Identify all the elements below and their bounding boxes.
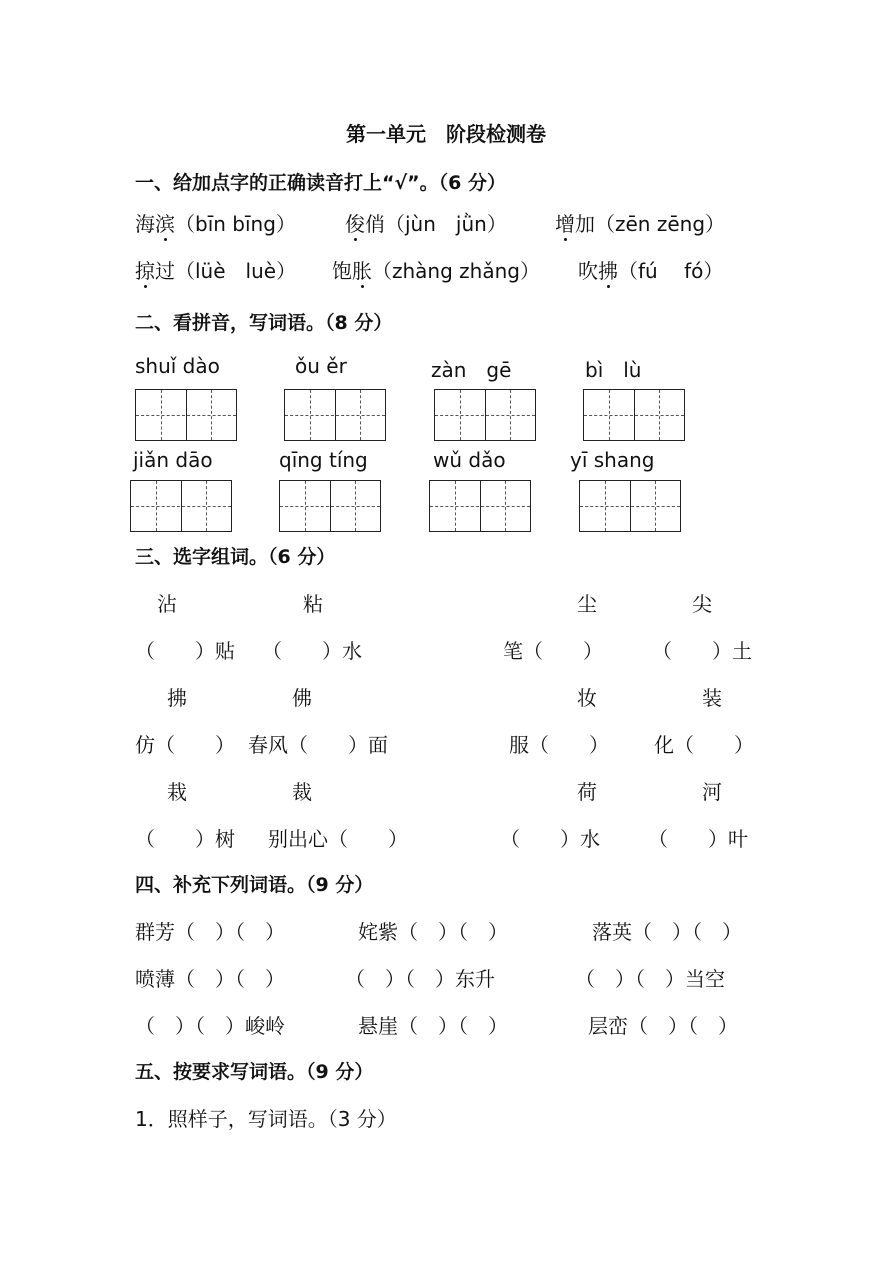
char-option: 沾: [157, 592, 177, 616]
char-option: 尘: [577, 592, 597, 616]
char-option: 拂: [167, 686, 187, 710]
writing-grid-6[interactable]: [279, 480, 381, 532]
idiom-blank[interactable]: 喷薄（ ）（ ）: [135, 967, 285, 991]
page-title: 第一单元 阶段检测卷: [346, 122, 546, 146]
writing-grid-8[interactable]: [579, 480, 681, 532]
char-option: 栽: [167, 780, 187, 804]
pinyin-3: zàn gē: [431, 358, 512, 382]
fill-blank[interactable]: （ ）叶: [648, 827, 748, 851]
idiom-blank[interactable]: （ ）（ ）东升: [345, 967, 495, 991]
fill-blank[interactable]: （ ）水: [262, 639, 362, 663]
idiom-blank[interactable]: 层峦（ ）（ ）: [588, 1014, 738, 1038]
section-5-heading: 五、按要求写词语。（9 分）: [135, 1061, 374, 1083]
fill-blank[interactable]: （ ）贴: [135, 639, 235, 663]
writing-grid-1[interactable]: [135, 389, 237, 441]
q1-item-3: 增加（zēn zēng）: [555, 208, 725, 237]
char-option: 尖: [692, 592, 712, 616]
pinyin-1: shuǐ dào: [135, 354, 220, 378]
fill-blank[interactable]: 服（ ）: [509, 733, 609, 757]
char-option: 裁: [292, 780, 312, 804]
sub-question-1: 1．照样子，写词语。（3 分）: [135, 1107, 397, 1131]
pinyin-4: bì lù: [585, 358, 642, 382]
fill-blank[interactable]: 仿（ ）: [135, 733, 235, 757]
char-option: 粘: [303, 592, 323, 616]
char-option: 佛: [292, 686, 312, 710]
fill-blank[interactable]: 别出心（ ）: [268, 827, 408, 851]
q1-item-4: 掠过（lüè luè）: [135, 255, 296, 284]
fill-blank[interactable]: （ ）树: [135, 827, 235, 851]
writing-grid-3[interactable]: [434, 389, 536, 441]
pinyin-2: ǒu ěr: [295, 354, 347, 378]
q1-item-6: 吹拂（fú fó）: [578, 255, 723, 284]
char-option: 荷: [577, 780, 597, 804]
pinyin-6: qīng tíng: [279, 448, 368, 472]
q1-item-2: 俊俏（jùn jǜn）: [345, 208, 507, 237]
q1-item-1: 海滨（bīn bīng）: [135, 208, 296, 237]
writing-grid-2[interactable]: [284, 389, 386, 441]
idiom-blank[interactable]: （ ）（ ）峻岭: [135, 1014, 285, 1038]
section-2-heading: 二、看拼音，写词语。（8 分）: [135, 312, 393, 334]
fill-blank[interactable]: （ ）土: [652, 639, 752, 663]
writing-grid-5[interactable]: [130, 480, 232, 532]
writing-grid-7[interactable]: [429, 480, 531, 532]
fill-blank[interactable]: 笔（ ）: [503, 639, 603, 663]
fill-blank[interactable]: 化（ ）: [654, 733, 754, 757]
char-option: 装: [702, 686, 722, 710]
char-option: 河: [702, 780, 722, 804]
idiom-blank[interactable]: （ ）（ ）当空: [575, 967, 725, 991]
fill-blank[interactable]: 春风（ ）面: [248, 733, 388, 757]
q1-item-5: 饱胀（zhàng zhǎng）: [332, 255, 540, 284]
idiom-blank[interactable]: 悬崖（ ）（ ）: [358, 1014, 508, 1038]
fill-blank[interactable]: （ ）水: [500, 827, 600, 851]
section-4-heading: 四、补充下列词语。（9 分）: [135, 874, 374, 896]
idiom-blank[interactable]: 落英（ ）（ ）: [592, 920, 742, 944]
idiom-blank[interactable]: 群芳（ ）（ ）: [135, 920, 285, 944]
char-option: 妆: [577, 686, 597, 710]
writing-grid-4[interactable]: [583, 389, 685, 441]
pinyin-7: wǔ dǎo: [433, 448, 506, 472]
idiom-blank[interactable]: 姹紫（ ）（ ）: [358, 920, 508, 944]
pinyin-5: jiǎn dāo: [133, 448, 213, 472]
section-1-heading: 一、给加点字的正确读音打上“√”。（6 分）: [135, 172, 506, 194]
pinyin-8: yī shang: [570, 448, 655, 472]
section-3-heading: 三、选字组词。（6 分）: [135, 546, 336, 568]
